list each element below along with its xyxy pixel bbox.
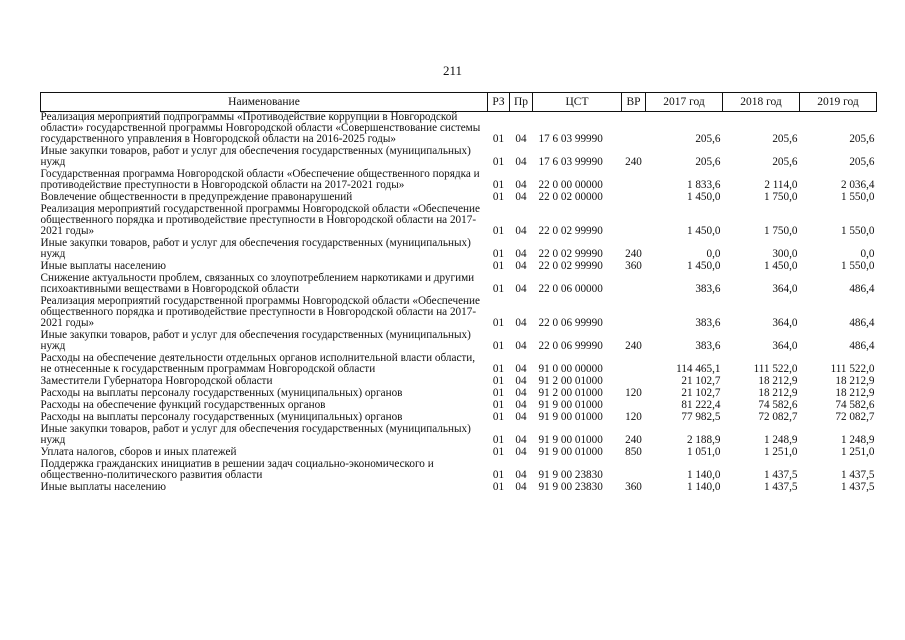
cell-name: Снижение актуальности проблем, связанных со злоупотреблением наркотиками и другими психоактивными веществами в Новгородской области (40, 272, 475, 295)
cell-cst: 22 0 02 99990 (538, 248, 603, 260)
cell-pr: 04 (515, 248, 527, 260)
cell-2019: 205,6 (849, 133, 875, 145)
cell-cst: 91 9 00 01000 (538, 434, 603, 446)
cell-name: Иные закупки товаров, работ и услуг для обеспечения государственных (муниципальных) нужд (40, 145, 471, 168)
cell-2017: 383,6 (695, 283, 721, 295)
cell-2018: 205,6 (772, 156, 798, 168)
header-rz: РЗ (488, 93, 510, 112)
cell-2018: 18 212,9 (758, 387, 798, 399)
cell-rz: 01 (492, 317, 505, 329)
cell-pr: 04 (515, 225, 527, 237)
header-2017: 2017 год (646, 93, 723, 112)
cell-name: Государственная программа Новгородской области «Обеспечение общественного порядка и противодействие преступности в Новгородской области на 2017-2021 годы» (40, 168, 480, 191)
cell-vr: 240 (625, 156, 642, 168)
cell-name: Вовлечение общественности в предупреждение правонарушений (40, 191, 353, 203)
cell-vr (622, 169, 646, 192)
cell-pr: 04 (515, 133, 527, 145)
cell-cst: 22 0 06 99990 (538, 317, 603, 329)
table-row (41, 204, 877, 238)
cell-2017: 1 051,0 (686, 446, 721, 458)
budget-table (40, 92, 877, 494)
cell-rz: 01 (492, 363, 505, 375)
cell-vr (622, 192, 646, 204)
cell-pr: 04 (515, 399, 527, 411)
cell-vr: 850 (625, 446, 642, 458)
cell-vr (622, 459, 646, 482)
cell-2019: 18 212,9 (835, 375, 875, 387)
cell-2017: 383,6 (695, 340, 721, 352)
cell-2019: 111 522,0 (830, 363, 875, 375)
cell-vr: 240 (625, 434, 642, 446)
cell-pr: 04 (515, 481, 527, 493)
cell-cst: 91 2 00 01000 (538, 387, 603, 399)
table-row (41, 353, 877, 376)
cell-rz: 01 (492, 283, 505, 295)
cell-2017: 1 450,0 (686, 260, 721, 272)
cell-vr: 240 (625, 248, 642, 260)
cell-2018: 18 212,9 (758, 375, 798, 387)
cell-2017: 81 222,4 (681, 399, 721, 411)
cell-2019: 1 437,5 (840, 469, 875, 481)
header-2019: 2019 год (800, 93, 877, 112)
cell-vr: 240 (625, 340, 642, 352)
cell-2018: 364,0 (772, 340, 798, 352)
cell-2019: 1 550,0 (840, 191, 875, 203)
cell-2018: 1 251,0 (763, 446, 798, 458)
cell-2018: 1 248,9 (763, 434, 798, 446)
table-header-row (41, 93, 877, 112)
table-row (41, 296, 877, 330)
cell-2017: 205,6 (695, 156, 721, 168)
cell-2019: 205,6 (849, 156, 875, 168)
cell-cst: 91 0 00 00000 (538, 363, 603, 375)
cell-name: Заместители Губернатора Новгородской области (40, 375, 273, 387)
cell-2017: 21 102,7 (681, 387, 721, 399)
cell-pr: 04 (515, 191, 527, 203)
cell-cst: 17 6 03 99990 (538, 133, 603, 145)
cell-name: Расходы на выплаты персоналу государственных (муниципальных) органов (40, 411, 403, 423)
cell-2019: 486,4 (849, 317, 875, 329)
cell-2019: 74 582,6 (835, 399, 875, 411)
cell-vr (622, 204, 646, 238)
table-row (41, 112, 877, 147)
cell-rz: 01 (492, 133, 505, 145)
cell-rz: 01 (492, 399, 505, 411)
cell-2017: 1 140,0 (686, 469, 721, 481)
cell-pr: 04 (515, 156, 527, 168)
cell-pr: 04 (515, 317, 527, 329)
cell-2018: 1 437,5 (763, 481, 798, 493)
cell-rz: 01 (492, 375, 505, 387)
cell-pr: 04 (515, 446, 527, 458)
cell-name: Реализация мероприятий государственной программы Новгородской области «Обеспечение общественного порядка и противодействие преступности в Новгородской области на 2017-2021 годы» (40, 295, 480, 329)
cell-2017: 1 450,0 (686, 225, 721, 237)
cell-name: Иные закупки товаров, работ и услуг для обеспечения государственных (муниципальных) нужд (40, 329, 471, 352)
cell-cst: 91 9 00 23830 (538, 469, 603, 481)
cell-2019: 2 036,4 (840, 179, 875, 191)
cell-2019: 486,4 (849, 283, 875, 295)
cell-pr: 04 (515, 363, 527, 375)
cell-2018: 1 450,0 (763, 260, 798, 272)
cell-2018: 1 750,0 (763, 191, 798, 203)
cell-vr (622, 112, 646, 147)
cell-name: Расходы на выплаты персоналу государственных (муниципальных) органов (40, 387, 403, 399)
cell-name: Расходы на обеспечение деятельности отдельных органов исполнительной власти области, не отнесенные к государственным программам Новгородской области (40, 352, 476, 375)
cell-pr: 04 (515, 469, 527, 481)
cell-name: Реализация мероприятий государственной программы Новгородской области «Обеспечение общественного порядка и противодействие преступности в Новгородской области на 2017-2021 годы» (40, 203, 480, 237)
cell-2019: 486,4 (849, 340, 875, 352)
cell-vr: 120 (625, 387, 642, 399)
cell-cst: 22 0 00 00000 (538, 179, 603, 191)
cell-rz: 01 (492, 340, 505, 352)
cell-pr: 04 (515, 340, 527, 352)
cell-2019: 1 437,5 (840, 481, 875, 493)
cell-cst: 22 0 06 99990 (538, 340, 603, 352)
cell-name: Иные выплаты населению (40, 260, 166, 272)
header-pr: Пр (510, 93, 533, 112)
cell-2017: 205,6 (695, 133, 721, 145)
cell-name: Расходы на обеспечение функций государственных органов (40, 399, 326, 411)
cell-2019: 1 248,9 (840, 434, 875, 446)
cell-2018: 364,0 (772, 283, 798, 295)
header-vr: ВР (622, 93, 646, 112)
cell-2017: 1 450,0 (686, 191, 721, 203)
cell-2018: 300,0 (772, 248, 798, 260)
cell-2018: 364,0 (772, 317, 798, 329)
cell-cst: 22 0 06 00000 (538, 283, 603, 295)
cell-2019: 18 212,9 (835, 387, 875, 399)
cell-name: Иные закупки товаров, работ и услуг для обеспечения государственных (муниципальных) нужд (40, 423, 471, 446)
cell-rz: 01 (492, 248, 505, 260)
cell-2017: 77 982,5 (681, 411, 721, 423)
header-2018: 2018 год (723, 93, 800, 112)
cell-cst: 22 0 02 00000 (538, 191, 603, 203)
cell-name: Иные выплаты населению (40, 481, 166, 493)
table-row (41, 459, 877, 482)
cell-rz: 01 (492, 387, 505, 399)
cell-2017: 0,0 (706, 248, 721, 260)
cell-vr (622, 353, 646, 376)
cell-2018: 205,6 (772, 133, 798, 145)
cell-name: Иные закупки товаров, работ и услуг для обеспечения государственных (муниципальных) нужд (40, 237, 471, 260)
cell-2018: 1 437,5 (763, 469, 798, 481)
cell-cst: 22 0 02 99990 (538, 260, 603, 272)
cell-name: Поддержка гражданских инициатив в решении задач социально-экономического и общественно-политического развития области (40, 458, 434, 481)
table-row (41, 146, 877, 169)
cell-pr: 04 (515, 179, 527, 191)
cell-pr: 04 (515, 387, 527, 399)
cell-name: Реализация мероприятий подпрограммы «Противодействие коррупции в Новгородской области» государственной программы Новгородской области «Совершенствование системы государственного управления в Новгородской области на 2016-2025 годы» (40, 111, 481, 145)
cell-vr: 360 (625, 481, 642, 493)
cell-2019: 1 550,0 (840, 260, 875, 272)
cell-2019: 1 251,0 (840, 446, 875, 458)
cell-rz: 01 (492, 225, 505, 237)
cell-rz: 01 (492, 191, 505, 203)
table-row (41, 424, 877, 447)
cell-2018: 74 582,6 (758, 399, 798, 411)
cell-2019: 72 082,7 (835, 411, 875, 423)
cell-rz: 01 (492, 260, 505, 272)
cell-2017: 114 465,1 (676, 363, 721, 375)
cell-rz: 01 (492, 446, 505, 458)
cell-rz: 01 (492, 481, 505, 493)
cell-cst: 91 2 00 01000 (538, 375, 603, 387)
cell-name: Уплата налогов, сборов и иных платежей (40, 446, 237, 458)
cell-pr: 04 (515, 411, 527, 423)
cell-pr: 04 (515, 260, 527, 272)
cell-2017: 1 833,6 (686, 179, 721, 191)
cell-cst: 91 9 00 01000 (538, 399, 603, 411)
cell-pr: 04 (515, 434, 527, 446)
cell-2017: 383,6 (695, 317, 721, 329)
table-row (41, 169, 877, 192)
table-row (41, 482, 877, 494)
header-name: Наименование (41, 93, 488, 112)
cell-pr: 04 (515, 283, 527, 295)
cell-cst: 91 9 00 23830 (538, 481, 603, 493)
cell-pr: 04 (515, 375, 527, 387)
cell-2019: 0,0 (860, 248, 875, 260)
cell-rz: 01 (492, 469, 505, 481)
table-body (41, 112, 877, 495)
cell-vr: 360 (625, 260, 642, 272)
cell-2019: 1 550,0 (840, 225, 875, 237)
cell-2018: 111 522,0 (753, 363, 798, 375)
cell-2017: 1 140,0 (686, 481, 721, 493)
cell-2018: 2 114,0 (764, 179, 798, 191)
table-row (41, 238, 877, 261)
cell-2018: 1 750,0 (763, 225, 798, 237)
header-cst: ЦСТ (533, 93, 622, 112)
cell-rz: 01 (492, 156, 505, 168)
cell-2017: 2 188,9 (686, 434, 721, 446)
page-number: 211 (442, 63, 463, 78)
cell-cst: 91 9 00 01000 (538, 446, 603, 458)
cell-cst: 22 0 02 99990 (538, 225, 603, 237)
cell-rz: 01 (492, 411, 505, 423)
table-row (41, 330, 877, 353)
cell-cst: 91 9 00 01000 (538, 411, 603, 423)
cell-vr: 120 (625, 411, 642, 423)
cell-2018: 72 082,7 (758, 411, 798, 423)
cell-rz: 01 (492, 179, 505, 191)
cell-cst: 17 6 03 99990 (538, 156, 603, 168)
cell-vr (622, 273, 646, 296)
table-row (41, 273, 877, 296)
cell-2017: 21 102,7 (681, 375, 721, 387)
cell-rz: 01 (492, 434, 505, 446)
cell-vr (622, 296, 646, 330)
